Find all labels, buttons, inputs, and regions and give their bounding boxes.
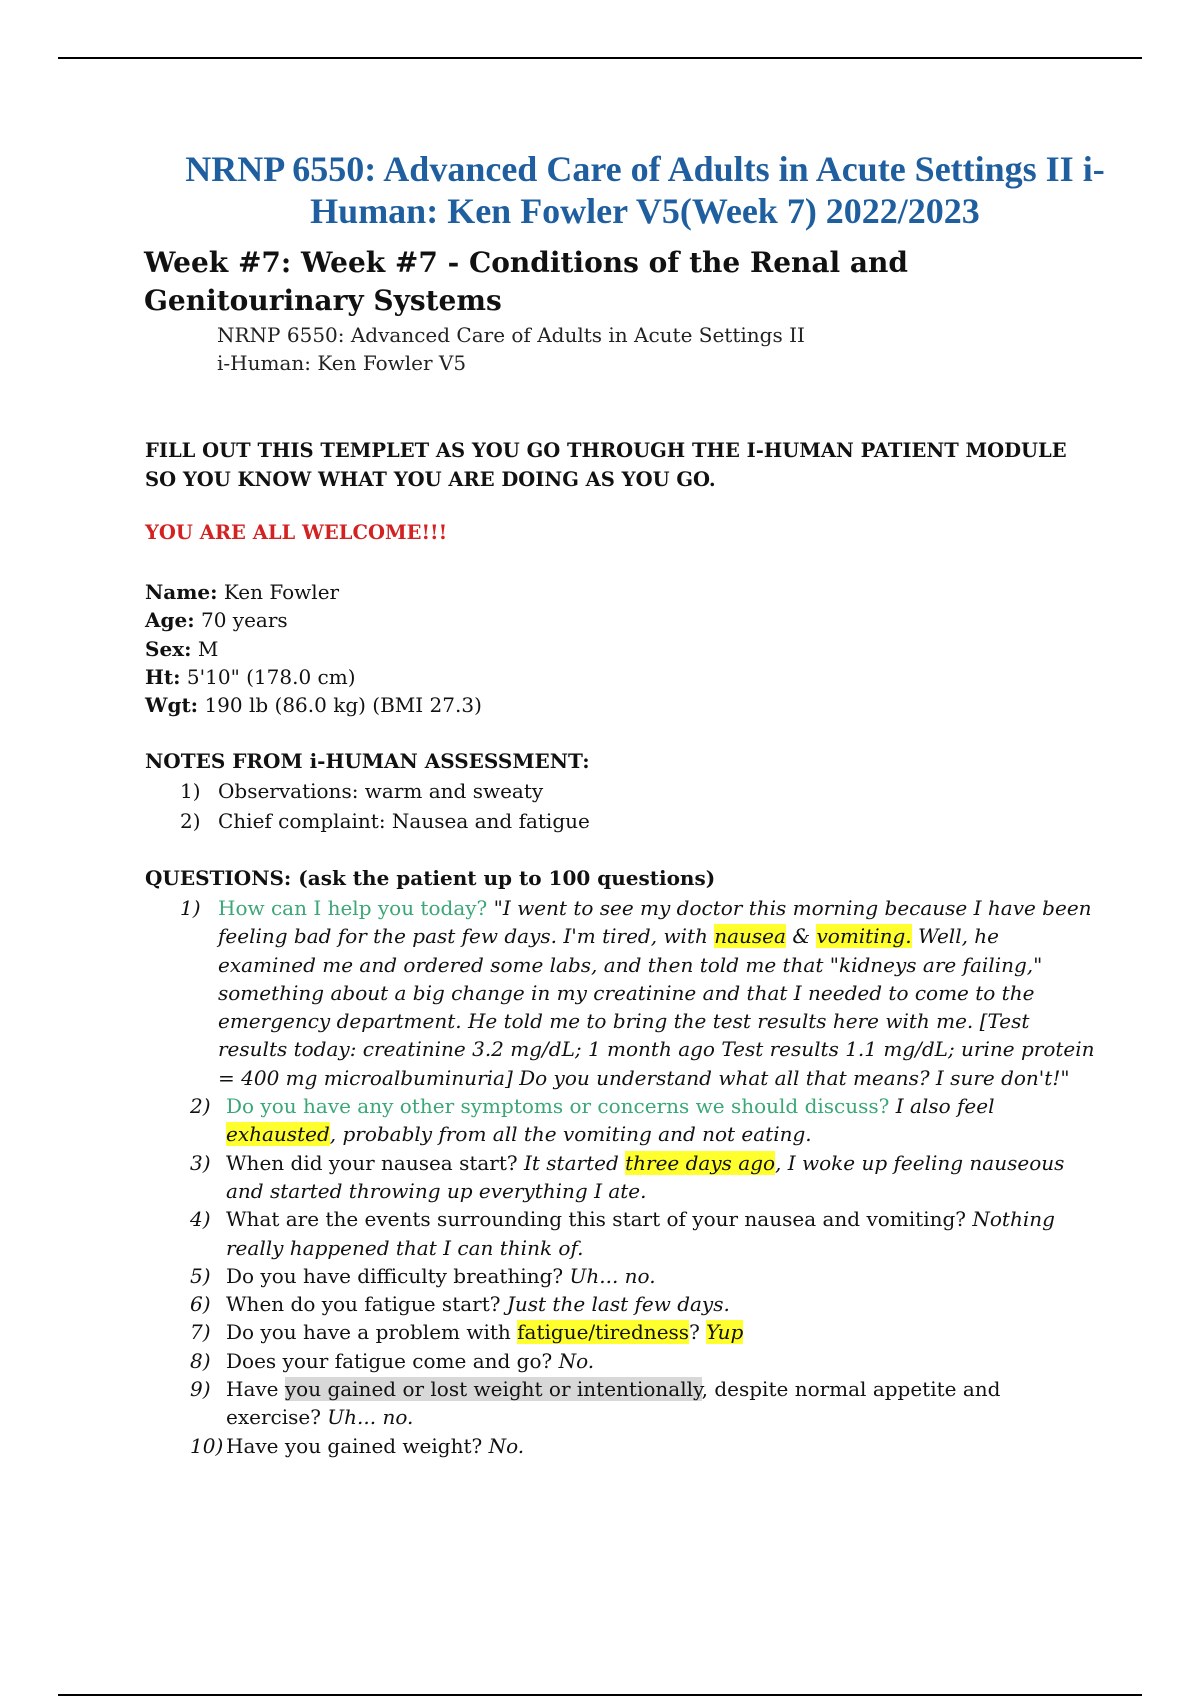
question-number: 6) — [190, 1292, 211, 1317]
question-text: What are the events surrounding this start of your nausea and vomiting? — [226, 1207, 966, 1232]
instructions: FILL OUT THIS TEMPLET AS YOU GO THROUGH THE I-HUMAN PATIENT MODULE SO YOU KNOW WHAT YOU ARE DOING AS YOU GO. — [145, 439, 1067, 491]
question-number: 1) — [180, 896, 201, 920]
highlight-three-days: three days ago — [625, 1150, 776, 1175]
question-number: 5) — [190, 1263, 211, 1288]
question-text: Have you gained weight? — [226, 1433, 483, 1458]
bottom-rule — [58, 1694, 1142, 1696]
question-text: When do you fatigue start? — [226, 1292, 501, 1317]
answer-text-continued: , I woke up feeling nauseous and started throwing up everything I ate. — [226, 1150, 1065, 1203]
question-number: 4) — [190, 1207, 211, 1232]
answer-text: Uh... no. — [569, 1263, 656, 1288]
highlight-vomiting: vomiting. — [816, 924, 912, 949]
list-number: 1) — [180, 779, 201, 803]
highlight-weight: you gained or lost weight or intentionally — [284, 1377, 702, 1402]
question-text: How can I help you today? — [218, 896, 488, 920]
list-item — [180, 806, 590, 836]
question-item-7 — [180, 1318, 1100, 1346]
list-number: 2) — [180, 809, 201, 833]
question-item-6 — [180, 1290, 1100, 1318]
question-item-9 — [180, 1375, 1100, 1432]
question-text: Does your fatigue come and go? — [226, 1348, 553, 1373]
question-number: 7) — [190, 1320, 211, 1345]
question-number: 10) — [190, 1433, 224, 1458]
highlight-fatigue: fatigue/tiredness — [517, 1320, 690, 1345]
question-item-8 — [180, 1347, 1100, 1375]
height-label: Ht: — [145, 664, 181, 689]
name-value: Ken Fowler — [223, 580, 340, 604]
list-item — [180, 776, 590, 806]
questions-list — [180, 894, 1100, 1460]
age-label: Age: — [145, 608, 195, 633]
age-value: 70 years — [200, 608, 288, 633]
answer-text: No. — [558, 1348, 595, 1373]
course-name: NRNP 6550: Advanced Care of Adults in Acute Settings II — [217, 323, 805, 347]
title-line-2: Human: Ken Fowler V5(Week 7) 2022/2023 — [310, 191, 980, 231]
note-text: Observations: warm and sweaty — [218, 779, 544, 803]
question-number: 2) — [190, 1094, 211, 1119]
patient-height-row — [145, 663, 482, 691]
notes-list — [180, 776, 590, 836]
answer-text-continued: Well, he examined me and ordered some labs, and then told me that "kidneys are failing," something about a big change in my creatinine and that I needed to come to the emergency department. He told me to bring the test results here with me. [Test results today: creatinine 3.2 mg/dL; 1 month ago Test results 1.1 mg/dL; urine protein = 400 mg microalbuminuria] Do you understand what all that means? I sure don't!" — [218, 924, 1095, 1090]
question-item-3 — [180, 1149, 1100, 1206]
question-mark: ? — [689, 1320, 700, 1345]
question-number: 3) — [190, 1150, 211, 1175]
answer-text-continued: , probably from all the vomiting and not eating. — [329, 1122, 812, 1147]
course-info — [217, 321, 805, 377]
question-text-continued: , despite normal appetite and exercise? — [226, 1377, 1001, 1430]
welcome-text: YOU ARE ALL WELCOME!!! — [145, 521, 448, 544]
question-text: Have — [226, 1377, 279, 1402]
patient-name-row — [145, 578, 482, 606]
weight-value: 190 lb (86.0 kg) (BMI 27.3) — [204, 693, 482, 718]
question-text: Do you have difficulty breathing? — [226, 1263, 564, 1288]
title-line-1: NRNP 6550: Advanced Care of Adults in Acute Settings II i- — [185, 149, 1105, 189]
question-item-1 — [180, 894, 1100, 1092]
answer-text: I also feel — [895, 1094, 995, 1119]
question-number: 9) — [190, 1377, 211, 1402]
sex-label: Sex: — [145, 636, 192, 661]
patient-age-row — [145, 606, 482, 634]
answer-text: It started — [523, 1150, 619, 1175]
height-value: 5'10" (178.0 cm) — [186, 664, 356, 689]
questions-heading: QUESTIONS: (ask the patient up to 100 questions) — [145, 866, 716, 890]
ampersand: & — [792, 924, 811, 949]
question-number: 8) — [190, 1348, 211, 1373]
question-text: Do you have any other symptoms or concerns we should discuss? — [226, 1094, 890, 1119]
answer-text: Yup — [706, 1320, 744, 1345]
patient-info — [145, 578, 482, 719]
weight-label: Wgt: — [145, 693, 199, 718]
answer-text: Just the last few days. — [506, 1292, 730, 1317]
patient-sex-row — [145, 635, 482, 663]
notes-heading: NOTES FROM i-HUMAN ASSESSMENT: — [145, 749, 590, 773]
name-label: Name: — [145, 580, 218, 604]
question-item-10 — [180, 1432, 1100, 1460]
question-item-5 — [180, 1262, 1100, 1290]
note-text: Chief complaint: Nausea and fatigue — [218, 809, 590, 833]
answer-text: No. — [488, 1433, 525, 1458]
top-rule — [58, 57, 1142, 59]
question-text: Do you have a problem with — [226, 1320, 511, 1345]
week-heading: Week #7: Week #7 - Conditions of the Renal and Genitourinary Systems — [144, 246, 908, 317]
answer-text: Uh... no. — [327, 1405, 414, 1430]
module-name: i-Human: Ken Fowler V5 — [217, 351, 467, 375]
question-text: When did your nausea start? — [226, 1150, 518, 1175]
patient-weight-row — [145, 691, 482, 719]
question-item-2 — [180, 1092, 1100, 1149]
highlight-exhausted: exhausted — [226, 1122, 330, 1147]
highlight-nausea: nausea — [714, 924, 786, 949]
document-title — [170, 148, 1120, 232]
sex-value: M — [197, 636, 219, 661]
answer-text: "I went to see my doctor this morning because I have been feeling bad for the past few days. I'm tired, with — [218, 896, 1092, 949]
answer-text: Nothing really happened that I can think of. — [226, 1207, 1055, 1260]
question-item-4 — [180, 1205, 1100, 1262]
